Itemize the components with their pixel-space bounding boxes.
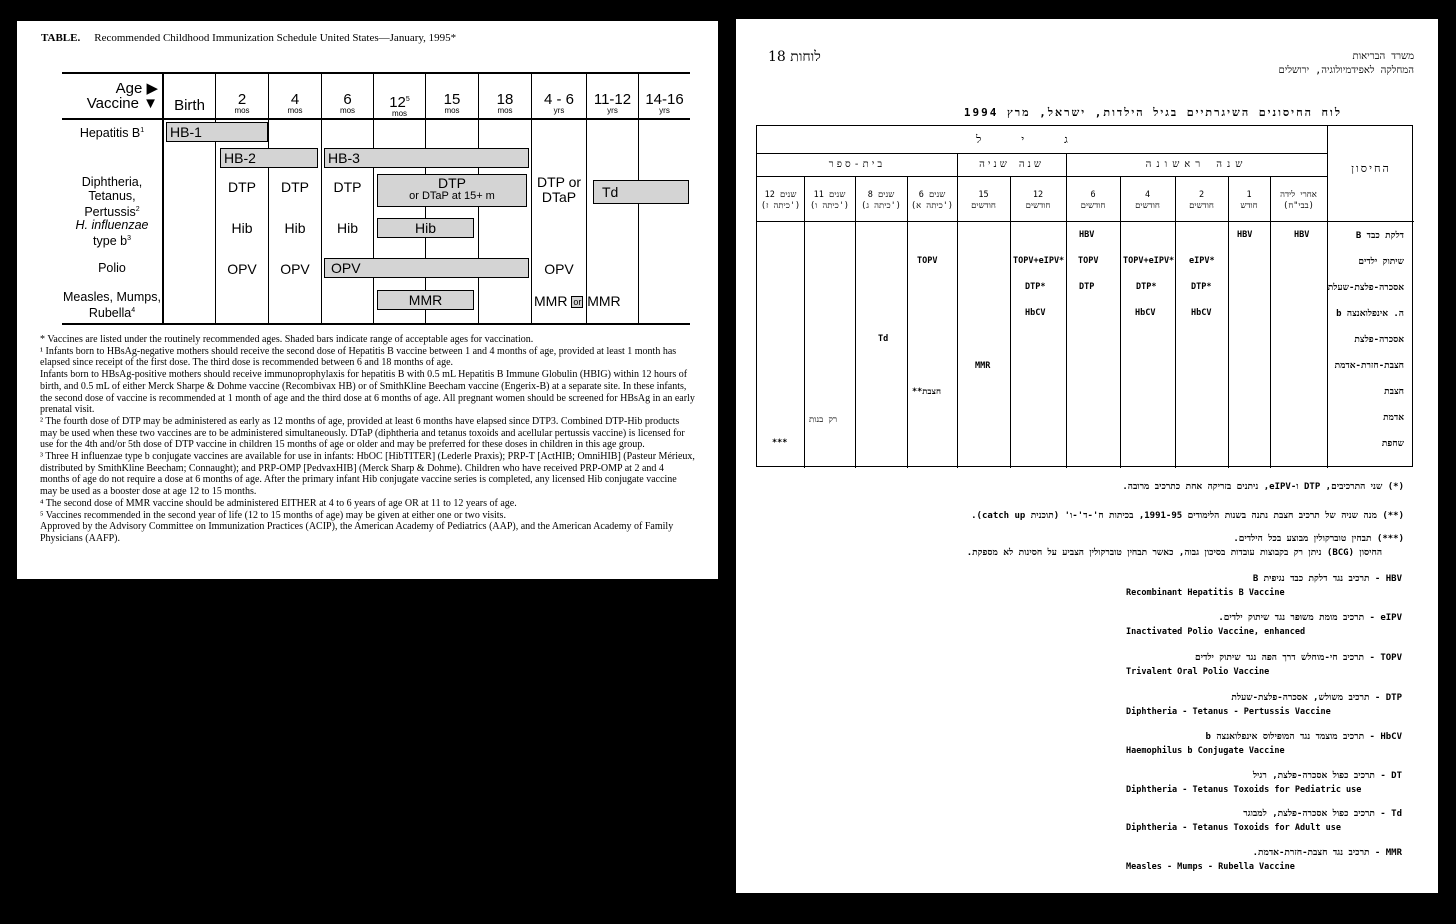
israel-schedule-table bbox=[756, 125, 1413, 467]
table-rule bbox=[757, 153, 1327, 154]
footnote: ⁴ The second dose of MMR vaccine should be administered EITHER at 4 to 6 years of age OR at 11 to 12 years of age. bbox=[40, 497, 517, 509]
age-header-18mos: 18 mos bbox=[496, 91, 514, 115]
cell-dtp-or-dtap: DTP or DTaP bbox=[536, 174, 582, 205]
footnote: * Vaccines are listed under the routinely recommended ages. Shaded bars indicate range of acceptable ages for vaccination. bbox=[40, 334, 534, 345]
table-vline bbox=[957, 176, 958, 468]
cell-hib-2mos: Hib bbox=[231, 220, 253, 236]
footnote-1: (*) שני התרכיבים, DTP ו-eIPV, ניתנים בזריקה אחת כתרכיב מרובה. bbox=[1122, 482, 1404, 492]
cell-hib-4mos: Hib bbox=[284, 220, 306, 236]
age-header-14-16yrs: 14-16 yrs bbox=[645, 91, 684, 115]
row-label-dtp: אסכרה-פלצת-שעלת bbox=[1327, 283, 1404, 293]
col-header-15m: 15 חודשים bbox=[971, 190, 996, 211]
table-vline bbox=[1270, 176, 1271, 468]
bar-opv: OPV bbox=[324, 258, 529, 278]
row-label-rubella: אדמת bbox=[1383, 413, 1404, 423]
row-label-measles: חצבת bbox=[1384, 387, 1404, 397]
val-topv-6y: TOPV bbox=[917, 256, 938, 266]
grid-header-rule bbox=[62, 118, 690, 120]
val-tb-test: *** bbox=[772, 438, 788, 448]
glossary-mmr-he: MMR - תרכיב נגד חצבת-חזרת-אדמת. bbox=[1252, 848, 1402, 858]
row-label-dt: אסכרה-פלצת bbox=[1354, 335, 1404, 345]
glossary-mmr-en: Measles - Mumps - Rubella Vaccine bbox=[1126, 862, 1295, 872]
val-td-8y: Td bbox=[878, 334, 889, 344]
col-header-birth: אחרי לידה (בבי"ח) bbox=[1280, 190, 1317, 211]
footnote: Infants born to HBsAg-positive mothers should receive immunoprophylaxis for hepatitis B with 0.5 mL Hepatitis B Immune Globulin (HBIG) within 12 hours of birth, and 0.5 mL of either Merck Sharpe & Dohme vaccine (Recombivax HB) or of SmithKline Beecham vaccine (Engerix-B) at a separate site. In these infants, the second dose of vaccine is recommended at 1 month of age and the third dose at 6 months of age. All pregnant women should be screened for HBsAg in an early prenatal visit. bbox=[40, 369, 695, 416]
ministry-name: משרד הבריאות bbox=[1352, 51, 1414, 62]
bar-dtp-dtap bbox=[377, 174, 527, 207]
row-label-tb: שחפת bbox=[1381, 439, 1404, 449]
val-topv-6m: TOPV bbox=[1078, 256, 1099, 266]
grid-top-rule bbox=[62, 72, 690, 74]
val-dtp-6m: DTP bbox=[1079, 282, 1095, 292]
cell-dtp-4mos: DTP bbox=[281, 179, 309, 195]
age-header-15mos: 15 mos bbox=[443, 91, 461, 115]
table-caption bbox=[41, 32, 456, 44]
table-title: Recommended Childhood Immunization Schedule United States—January, 1995* bbox=[94, 32, 457, 44]
footnote: ³ Three H influenzae type b conjugate vaccines are available for use in infants: HbOC [HibTITER] (Lederle Praxis); PRP-T [ActHIB; OmniHIB] (Pasteur Mérieux, distributed by SmithKline Beecham; Connaught); and PRP-OMP [PedvaxHIB] (Merck Sharp & Dohme). Children who have received PRP-OMP at 2 and 4 months of age do not require a dose at 6 months of age. After the primary infant Hib conjugate vaccine series is completed, any licensed Hib conjugate vaccine may be used as a booster dose at age 12 to 15 months. bbox=[40, 451, 695, 498]
cell-mmr-or-mmr: MMR or MMR bbox=[534, 293, 621, 309]
col-header-12y: 12 שנים (כיתה ז') bbox=[760, 190, 801, 211]
cell-opv-4-6yrs: OPV bbox=[544, 261, 574, 277]
footnote-3: (***) תבחין טוברקולין מבוצע בכל הילדים. bbox=[1233, 534, 1404, 544]
glossary-td-en: Diphtheria - Tetanus Toxoids for Adult use bbox=[1126, 823, 1341, 833]
table-footnotes bbox=[40, 334, 695, 545]
glossary-eipv-he: eIPV - תרכיב מומת משופר נגד שיתוק ילדים. bbox=[1218, 613, 1402, 623]
schedule-grid bbox=[62, 72, 690, 324]
footnote: ⁵ Vaccines recommended in the second year of life (12 to 15 months of age) may be given at either one or two visits. bbox=[40, 509, 506, 521]
col-header-8y: 8 שנים (כיתה ג') bbox=[861, 190, 901, 211]
footnote-3b: החיסון (BCG) ניתן רק בקבוצות עובדות בסיכון גבוה, כאשר תבחין טוברקולין הצביע על חסינות לא מספקת. bbox=[966, 548, 1382, 558]
glossary-dtp-en: Diphtheria - Tetanus - Pertussis Vaccine bbox=[1126, 707, 1331, 717]
glossary-topv-he: TOPV - תרכיב חי-מוחלש דרך הפה נגד שיתוק ילדים bbox=[1195, 653, 1402, 663]
bar-td: Td bbox=[593, 180, 689, 204]
val-topv-eipv-12m: TOPV+eIPV* bbox=[1013, 256, 1065, 266]
glossary-eipv-en: Inactivated Polio Vaccine, enhanced bbox=[1126, 627, 1306, 637]
val-topv-eipv-4m: TOPV+eIPV* bbox=[1123, 256, 1175, 266]
age-header-4mos: 4 mos bbox=[287, 91, 303, 115]
row-label-polio: שיתוק ילדים bbox=[1358, 257, 1404, 267]
val-dtp-12m: DTP* bbox=[1025, 282, 1046, 292]
val-hbv-birth: HBV bbox=[1294, 230, 1310, 240]
table-vline bbox=[1120, 176, 1121, 468]
grid-bottom-rule bbox=[62, 323, 690, 325]
or-box: or bbox=[573, 297, 582, 308]
col-header-1m: 1 חודש bbox=[1240, 190, 1258, 211]
row-label-hib: H. influenzae type $b^3$ bbox=[75, 218, 149, 249]
age-header-12mos: $12^5$ mos bbox=[389, 94, 410, 118]
glossary-dt-en: Diphtheria - Tetanus Toxoids for Pediatric use bbox=[1126, 785, 1362, 795]
age-header-4-6yrs: 4 - 6 yrs bbox=[543, 91, 574, 115]
table-vline bbox=[804, 176, 805, 468]
bar-mmr: MMR bbox=[377, 290, 474, 310]
age-axis-label: Age ▶ bbox=[115, 80, 158, 97]
table-rule bbox=[757, 176, 1327, 177]
table-vline bbox=[1228, 176, 1229, 468]
table-vline bbox=[1327, 126, 1328, 468]
col-header-2m: 2 חודשים bbox=[1189, 190, 1214, 211]
glossary-dtp-he: DTP - תרכיב משולש, אסכרה-פלצת-שעלת bbox=[1231, 693, 1402, 703]
footnote-2: (**) מנה שניה של תרכיב חצבת נתנה בשנות הלימודים 1991-95, בכיתות ח'-ד'-ו' (תוכנית catch up). bbox=[971, 511, 1404, 521]
val-hbcv-2m: HbCV bbox=[1191, 308, 1212, 318]
age-header-11-12yrs: 11-12 yrs bbox=[593, 91, 632, 115]
group-divider bbox=[957, 153, 958, 176]
row-label-hep-b: דלקת כבד B bbox=[1355, 231, 1404, 241]
glossary-hbv-he: HBV - תרכיב נגד דלקת כבד נגיפית B bbox=[1252, 574, 1402, 584]
val-hbcv-12m: HbCV bbox=[1025, 308, 1046, 318]
bar-hb2: HB-2 bbox=[220, 148, 318, 168]
israel-schedule-panel bbox=[736, 19, 1438, 893]
table-vline bbox=[1175, 176, 1176, 468]
val-girls-only: רק בנות bbox=[809, 415, 838, 425]
cell-opv-4mos: OPV bbox=[280, 261, 310, 277]
val-hbv-1m: HBV bbox=[1237, 230, 1253, 240]
header-vaccine: החיסון bbox=[1351, 162, 1391, 175]
cell-opv-2mos: OPV bbox=[227, 261, 257, 277]
glossary-hbcv-he: HbCV - תרכיב מוצמד נגד המופילוס אינפלואנצה b bbox=[1205, 732, 1402, 742]
val-dtp-4m: DTP* bbox=[1136, 282, 1157, 292]
footnote: ¹ Infants born to HBsAg-negative mothers should receive the second dose of Hepatitis B vaccine between 1 and 4 months of age, provided at least 1 month has elapsed since receipt of the first dose. The third dose is recommended between 6 and 18 months of age. bbox=[40, 345, 677, 369]
vaccine-axis-label: Vaccine ▼ bbox=[86, 95, 158, 112]
table-vline bbox=[855, 176, 856, 468]
bar-hib: Hib bbox=[377, 218, 474, 238]
col-header-11y: 11 שנים (כיתה ו') bbox=[809, 190, 850, 211]
val-measles-6y: חצבת** bbox=[912, 387, 941, 397]
row-label-mmr: Measles, Mumps, Rubella$^4$ bbox=[63, 290, 161, 321]
page-label: לוחות 18 bbox=[768, 49, 821, 65]
age-header-6mos: 6 mos bbox=[339, 91, 356, 115]
row-label-mmr: חצבת-חזרת-אדמת bbox=[1334, 361, 1404, 371]
header-school: בית-ספר bbox=[828, 159, 886, 170]
row-label-hib: ה. אינפלואנצה b bbox=[1336, 309, 1404, 319]
val-hbcv-4m: HbCV bbox=[1135, 308, 1156, 318]
table-vline bbox=[907, 176, 908, 468]
footnote: ² The fourth dose of DTP may be administered as early as 12 months of age, provided at least 6 months have elapsed since DTP3. Combined DTP-Hib products may be used when these two vaccines are to be administered simultaneously. DTaP (diphtheria and tetanus toxoids and acellular pertussis vaccine) is licensed for use for the 4th and/or 5th dose of DTP vaccine in children 15 months of age or older and may be preferred for these doses in children in this age group. bbox=[40, 415, 685, 451]
glossary-topv-en: Trivalent Oral Polio Vaccine bbox=[1126, 667, 1270, 677]
glossary-td-he: Td - תרכיב כפול אסכרה-פלצת, למבוגר bbox=[1243, 809, 1402, 819]
group-divider bbox=[1066, 153, 1067, 176]
glossary-hbcv-en: Haemophilus b Conjugate Vaccine bbox=[1126, 746, 1285, 756]
bar-dtp-line2: or DTaP at 15+ m bbox=[409, 190, 495, 202]
row-label-polio: Polio bbox=[98, 261, 126, 275]
header-age-group: גיל bbox=[976, 133, 1108, 146]
col-header-4m: 4 חודשים bbox=[1135, 190, 1160, 211]
bar-hb1: HB-1 bbox=[166, 122, 268, 142]
col-header-6y: 6 שנים (כיתה א') bbox=[910, 190, 954, 211]
val-dtp-2m: DTP* bbox=[1191, 282, 1212, 292]
table-vline bbox=[1010, 176, 1011, 468]
val-eipv-2m: eIPV* bbox=[1189, 256, 1215, 266]
bar-hb3: HB-3 bbox=[324, 148, 529, 168]
department-name: המחלקה לאפידמיולוגיה, ירושלים bbox=[1278, 65, 1414, 76]
cell-dtp-6mos: DTP bbox=[333, 179, 362, 195]
age-header-birth: Birth bbox=[174, 97, 205, 114]
cell-dtp-2mos: DTP bbox=[228, 179, 256, 195]
corner-label bbox=[62, 81, 158, 111]
cell-hib-6mos: Hib bbox=[336, 220, 358, 236]
document-title: לוח החיסונים השיגרתיים בגיל הילדות, ישראל, מרץ 1994 bbox=[963, 106, 1342, 119]
glossary-hbv-en: Recombinant Hepatitis B Vaccine bbox=[1126, 588, 1285, 598]
row-label-hepb: Hepatitis $B^1$ bbox=[79, 126, 145, 141]
table-vline bbox=[1066, 176, 1067, 468]
val-mmr-15m: MMR bbox=[975, 361, 991, 371]
val-hbv-6m: HBV bbox=[1079, 230, 1095, 240]
us-schedule-panel bbox=[17, 21, 718, 579]
col-header-12m: 12 חודשים bbox=[1025, 190, 1051, 211]
footnote: Approved by the Advisory Committee on Immunization Practices (ACIP), the American Academy of Pediatrics (AAP), and the American Academy of Family Physicians (AAFP). bbox=[40, 521, 674, 544]
age-header-2mos: 2 mos bbox=[234, 91, 250, 115]
header-second-year: שנה שניה bbox=[979, 159, 1044, 170]
glossary-dt-he: DT - תרכיב כפול אסכרה-פלצת, רגיל bbox=[1252, 771, 1402, 781]
table-label: TABLE. bbox=[41, 32, 81, 44]
header-first-year: שנה ראשונה bbox=[1145, 159, 1248, 170]
col-header-6m: 6 חודשים bbox=[1080, 190, 1106, 211]
row-label-dtp: Diphtheria, Tetanus, Pertussis$^2$ bbox=[81, 175, 143, 220]
bar-dtp-line1: DTP bbox=[438, 175, 466, 191]
